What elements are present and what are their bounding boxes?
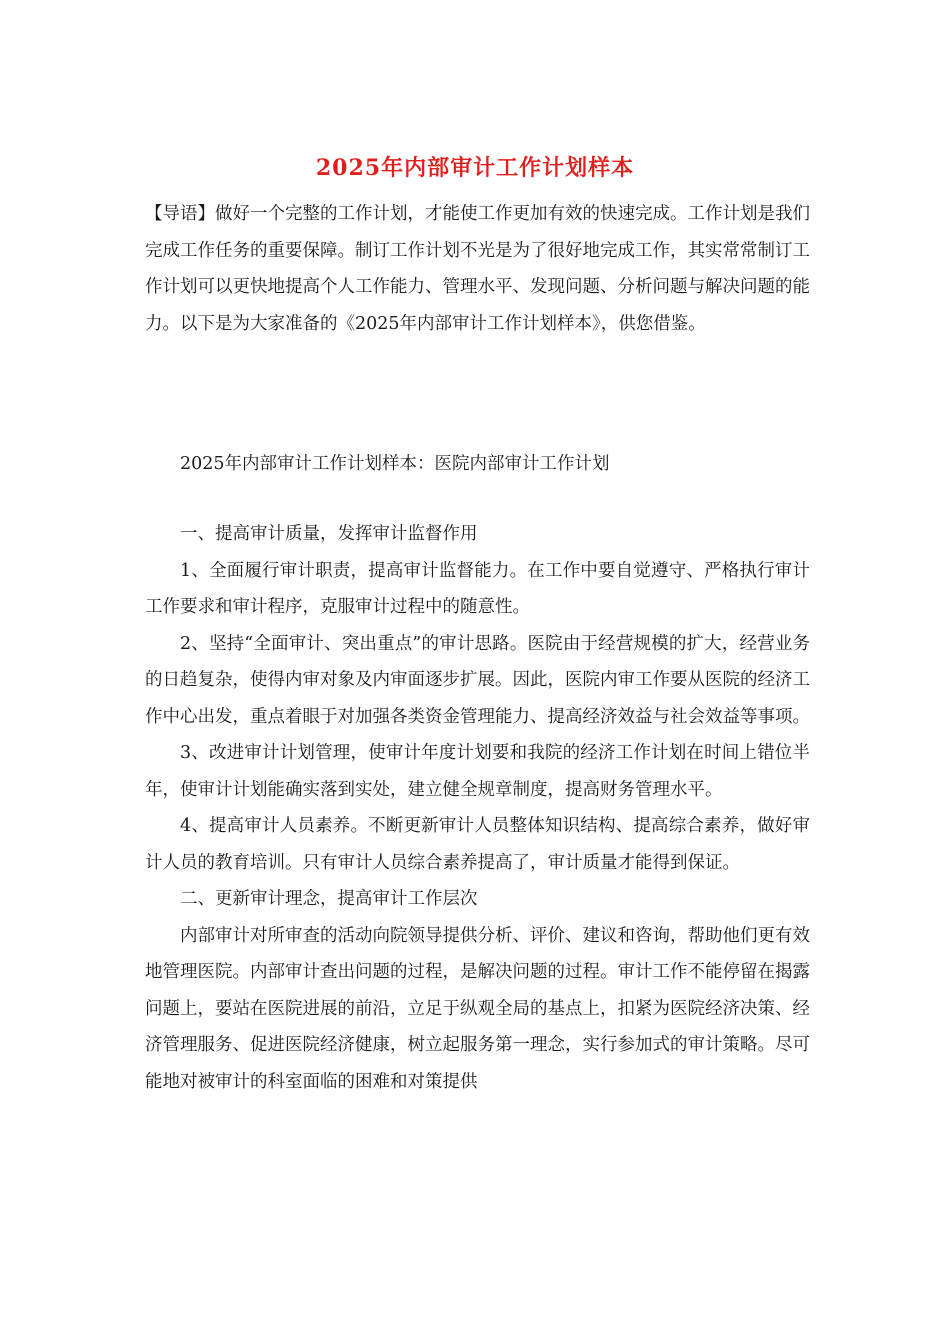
section-heading-2: 二、更新审计理念，提高审计工作层次 <box>180 889 478 909</box>
paragraph-item-4: 4、提高审计人员素养。不断更新审计人员整体知识结构、提高综合素养，做好审计人员的教育培训。只有审计人员综合素养提高了，审计质量才能得到保证。 <box>145 816 810 873</box>
paragraph-item-1: 1、全面履行审计职责，提高审计监督能力。在工作中要自觉遵守、严格执行审计工作要求和审计程序，克服审计过程中的随意性。 <box>145 560 810 617</box>
paragraph-item-3: 3、改进审计计划管理，使审计年度计划要和我院的经济工作计划在时间上错位半年，使审计计划能确实落到实处，建立健全规章制度，提高财务管理水平。 <box>145 743 810 800</box>
paragraph-item-2: 2、坚持“全面审计、突出重点”的审计思路。医院由于经营规模的扩大，经营业务的日趋复杂，使得内审对象及内审面逐步扩展。因此，医院内审工作要从医院的经济工作中心出发，重点着眼于对加强各类资金管理能力、提高经济效益与社会效益等事项。 <box>145 633 810 727</box>
document-title: 2025年内部审计工作计划样本 <box>315 155 635 181</box>
article-body <box>145 516 810 1100</box>
paragraph-body: 内部审计对所审查的活动向院领导提供分析、评价、建议和咨询，帮助他们更有效地管理医院。内部审计查出问题的过程，是解决问题的过程。审计工作不能停留在揭露问题上，要站在医院进展的前沿，立足于纵观全局的基点上，扣紧为医院经济决策、经济管理服务、促进医院经济健康，树立起服务第一理念，实行参加式的审计策略。尽可能地对被审计的科室面临的困难和对策提供 <box>145 925 810 1092</box>
section-heading-1: 一、提高审计质量，发挥审计监督作用 <box>180 524 478 544</box>
article-subtitle: 2025年内部审计工作计划样本：医院内部审计工作计划 <box>180 454 610 474</box>
intro-paragraph: 【导语】做好一个完整的工作计划，才能使工作更加有效的快速完成。工作计划是我们完成工作任务的重要保障。制订工作计划不光是为了很好地完成工作，其实常常制订工作计划可以更快地提高个人工作能力、管理水平、发现问题、分析问题与解决问题的能力。以下是为大家准备的《2025年内部审计工作计划样本》，供您借鉴。 <box>145 204 810 334</box>
